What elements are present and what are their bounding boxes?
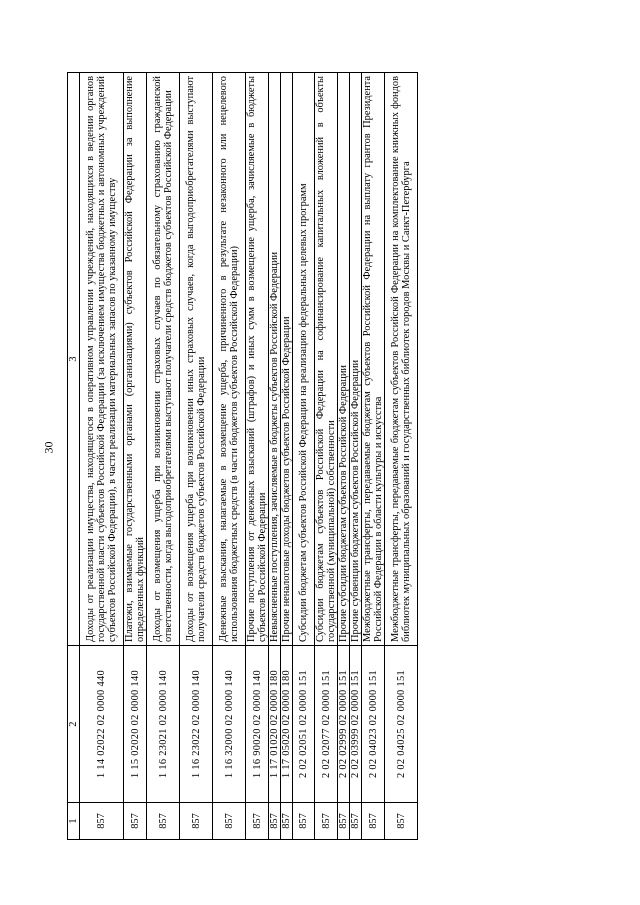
admin-code-cell: 857	[293, 803, 315, 840]
description-cell: Прочие субсидии бюджетам субъектов Российской Федерации	[338, 73, 350, 646]
admin-code-cell: 857	[338, 803, 350, 840]
header-col-3: 3	[68, 73, 80, 646]
budget-code-cell: 1 14 02022 02 0000 440	[80, 646, 124, 803]
admin-code-cell: 857	[246, 803, 269, 840]
description-cell: Невыясненные поступления, зачисляемые в бюджеты субъектов Российской Федерации	[269, 73, 281, 646]
admin-code-cell: 857	[124, 803, 147, 840]
table-row	[281, 73, 293, 840]
budget-code-cell: 2 02 02051 02 0000 151	[293, 646, 315, 803]
description-cell: Межбюджетные трансферты, передаваемые бюджетам субъектов Российской Федерации на выплату грантов Президента Российской Федерации в области культуры и искусства	[362, 73, 385, 646]
header-col-1: 1	[68, 803, 80, 840]
admin-code-cell: 857	[80, 803, 124, 840]
budget-code-cell: 1 17 05020 02 0000 180	[281, 646, 293, 803]
description-cell: Денежные взыскания, налагаемые в возмещение ущерба, причиненного в результате незаконного или нецелевого использования бюджетных средств (в части бюджетов субъектов Российской Федерации)	[213, 73, 246, 646]
admin-code-cell: 857	[315, 803, 338, 840]
table-row	[180, 73, 213, 840]
table-row	[147, 73, 180, 840]
table-row	[124, 73, 147, 840]
budget-code-cell: 2 02 03999 02 0000 151	[350, 646, 362, 803]
table-row	[315, 73, 338, 840]
description-cell: Доходы от реализации имущества, находящегося в оперативном управлении учреждений, находящихся в ведении органов государственной власти субъектов Российской Федерации (за исключением имущества бюджетных и автономных учреждений субъектов Российской Федерации), в части реализации материальных запасов по указанному имуществу	[80, 73, 124, 646]
rotated-table-container	[67, 72, 619, 840]
description-cell: Платежи, взимаемые государственными органами (организациями) субъектов Российской Федерации за выполнение определенных функций	[124, 73, 147, 646]
table-row	[362, 73, 385, 840]
description-cell: Доходы от возмещения ущерба при возникновении страховых случаев по обязательному страхованию гражданской ответственности, когда выгодоприобретателями выступают получатели средств бюджетов субъектов Российской Федерации	[147, 73, 180, 646]
admin-code-cell: 857	[281, 803, 293, 840]
description-cell: Прочие неналоговые доходы бюджетов субъектов Российской Федерации	[281, 73, 293, 646]
admin-code-cell: 857	[213, 803, 246, 840]
page-number: 30	[41, 441, 56, 454]
budget-code-cell: 1 16 23022 02 0000 140	[180, 646, 213, 803]
table-row	[293, 73, 315, 840]
table-row	[80, 73, 124, 840]
description-cell: Субсидии бюджетам субъектов Российской Федерации на реализацию федеральных целевых программ	[293, 73, 315, 646]
budget-code-cell: 1 17 01020 02 0000 180	[269, 646, 281, 803]
description-cell: Субсидии бюджетам субъектов Российской Федерации на софинансирование капитальных вложений в объекты государственной (муниципальной) собственности	[315, 73, 338, 646]
admin-code-cell: 857	[362, 803, 385, 840]
table-row	[269, 73, 281, 840]
description-cell: Межбюджетные трансферты, передаваемые бюджетам субъектов Российской Федерации на комплектование книжных фондов библиотек муниципальных образований и государственных библиотек городов Москвы и Санкт-Петербурга	[385, 73, 418, 646]
budget-code-cell: 2 02 04025 02 0000 151	[385, 646, 418, 803]
admin-code-cell: 857	[350, 803, 362, 840]
admin-code-cell: 857	[269, 803, 281, 840]
table-row	[350, 73, 362, 840]
description-cell: Прочие поступления от денежных взысканий (штрафов) и иных сумм в возмещение ущерба, зачисляемые в бюджеты субъектов Российской Федерации	[246, 73, 269, 646]
budget-code-cell: 1 16 90020 02 0000 140	[246, 646, 269, 803]
header-col-2: 2	[68, 646, 80, 803]
table-row	[246, 73, 269, 840]
budget-code-cell: 1 15 02020 02 0000 140	[124, 646, 147, 803]
admin-code-cell: 857	[147, 803, 180, 840]
description-cell: Прочие субвенции бюджетам субъектов Российской Федерации	[350, 73, 362, 646]
budget-code-cell: 2 02 04023 02 0000 151	[362, 646, 385, 803]
budget-code-cell: 2 02 02999 02 0000 151	[338, 646, 350, 803]
revenue-codes-table	[67, 72, 418, 840]
budget-code-cell: 1 16 23021 02 0000 140	[147, 646, 180, 803]
budget-code-cell: 2 02 02077 02 0000 151	[315, 646, 338, 803]
table-row	[338, 73, 350, 840]
table-row	[385, 73, 418, 840]
description-cell: Доходы от возмещения ущерба при возникновении иных страховых случаев, когда выгодоприобретателями выступают получатели средств бюджетов субъектов Российской Федерации	[180, 73, 213, 646]
budget-code-cell: 1 16 32000 02 0000 140	[213, 646, 246, 803]
table-header-row	[68, 73, 80, 840]
table-row	[213, 73, 246, 840]
admin-code-cell: 857	[385, 803, 418, 840]
admin-code-cell: 857	[180, 803, 213, 840]
